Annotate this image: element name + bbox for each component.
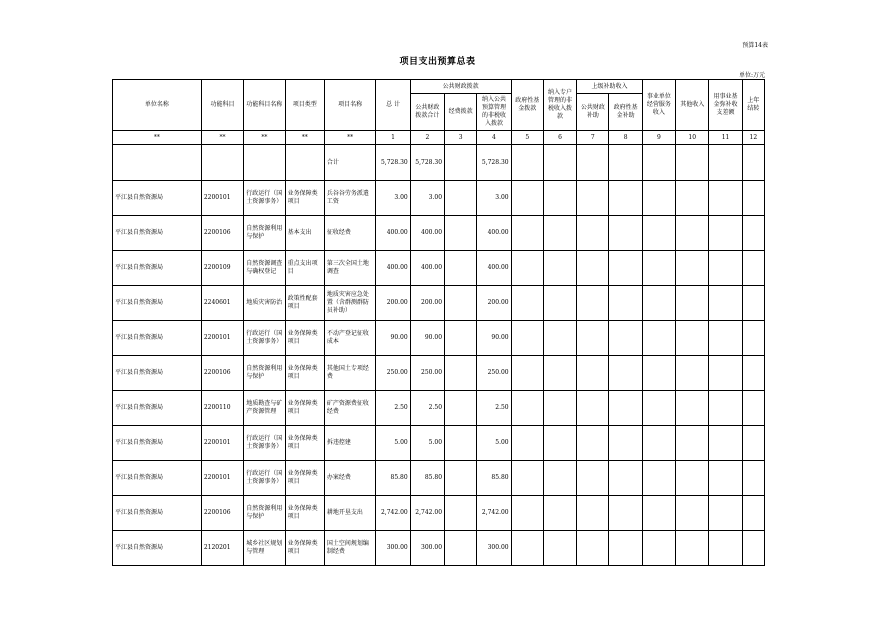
row-special-account [543,181,576,216]
row-fund-balance [709,251,742,286]
index-cell: ** [324,131,375,145]
row-pf-subtotal: 200.00 [410,286,444,321]
row-hs-public [577,286,609,321]
row-func-code: 2240601 [201,286,243,321]
row-total: 250.00 [376,356,410,391]
row-project-type: 业务保障类项目 [285,391,324,426]
row-pf-funding [445,496,477,531]
row-hs-public [577,461,609,496]
row-special-account [543,286,576,321]
col-higher-subsidy: 上级补助收入 [577,80,643,94]
row-total: 300.00 [376,531,410,566]
row-project-name: 其他国土专项经费 [324,356,375,391]
col-other-income: 其他收入 [676,80,709,131]
row-other-income [676,216,709,251]
row-project-name: 兵谷谷劳务派遣工资 [324,181,375,216]
row-carryover [742,286,764,321]
row-project-name: 地质灾害应急处置（含群测群防员补助） [324,286,375,321]
row-special-account [543,531,576,566]
row-business-income [642,181,675,216]
row-carryover [742,426,764,461]
table-row [113,181,765,216]
row-pf-subtotal: 90.00 [410,321,444,356]
row-hs-gov-fund [609,181,642,216]
row-other-income [676,356,709,391]
row-project-type: 业务保障类项目 [285,461,324,496]
row-func-name: 自然资源利用与保护 [244,216,285,251]
row-hs-public [577,496,609,531]
row-pf-funding [445,321,477,356]
total-row [113,145,765,181]
row-carryover [742,531,764,566]
row-other-income [676,531,709,566]
row-func-code: 2200101 [201,461,243,496]
row-carryover [742,321,764,356]
row-project-type: 基本支出 [285,216,324,251]
row-other-income [676,426,709,461]
row-business-income [642,531,675,566]
col-project-type: 项目类型 [285,80,324,131]
row-carryover [742,216,764,251]
row-pf-subtotal: 250.00 [410,356,444,391]
index-cell: ** [113,131,202,145]
row-business-income [642,461,675,496]
row-gov-fund [511,321,543,356]
row-project-type: 业务保障类项目 [285,496,324,531]
row-unit-name: 平江县自然资源局 [113,181,202,216]
row-project-type: 业务保障类项目 [285,426,324,461]
row-project-type: 重点支出项目 [285,251,324,286]
row-pf-funding [445,251,477,286]
total-amount: 5,728.30 [376,145,410,181]
row-pf-nontax: 400.00 [477,251,511,286]
row-pf-subtotal: 300.00 [410,531,444,566]
table-row [113,496,765,531]
row-project-name: 不动产登记征收成本 [324,321,375,356]
total-pf-subtotal: 5,728.30 [410,145,444,181]
row-total: 3.00 [376,181,410,216]
col-business-income: 事业单位经营服务收入 [642,80,675,131]
row-business-income [642,216,675,251]
index-cell: 8 [609,131,642,145]
row-gov-fund [511,356,543,391]
row-special-account [543,496,576,531]
row-total: 5.00 [376,426,410,461]
row-unit-name: 平江县自然资源局 [113,356,202,391]
index-cell: 5 [511,131,543,145]
row-gov-fund [511,426,543,461]
row-func-name: 自然资源利用与保护 [244,496,285,531]
table-row [113,461,765,496]
row-pf-funding [445,356,477,391]
row-other-income [676,391,709,426]
table-row [113,321,765,356]
row-project-name: 办案经费 [324,461,375,496]
row-gov-fund [511,496,543,531]
row-project-name: 国土空间规划编制经费 [324,531,375,566]
index-cell: 6 [543,131,576,145]
col-func-code: 功能科目 [201,80,243,131]
row-pf-subtotal: 400.00 [410,251,444,286]
row-carryover [742,356,764,391]
row-carryover [742,251,764,286]
row-hs-public [577,251,609,286]
row-func-code: 2200106 [201,496,243,531]
col-public-finance: 公共财政拨款 [410,80,511,94]
row-project-name: 矿产资源费征收经费 [324,391,375,426]
row-carryover [742,181,764,216]
row-hs-gov-fund [609,321,642,356]
row-business-income [642,496,675,531]
row-pf-nontax: 300.00 [477,531,511,566]
row-fund-balance [709,461,742,496]
row-pf-funding [445,426,477,461]
row-hs-gov-fund [609,461,642,496]
table-row [113,531,765,566]
row-project-type: 业务保障类项目 [285,531,324,566]
row-business-income [642,321,675,356]
row-project-type: 业务保障类项目 [285,181,324,216]
row-pf-nontax: 85.80 [477,461,511,496]
row-special-account [543,216,576,251]
index-cell: 1 [376,131,410,145]
index-cell: 2 [410,131,444,145]
row-func-code: 2200106 [201,216,243,251]
row-unit-name: 平江县自然资源局 [113,286,202,321]
row-unit-name: 平江县自然资源局 [113,531,202,566]
row-pf-funding [445,286,477,321]
col-unit-name: 单位名称 [113,80,202,131]
row-other-income [676,286,709,321]
index-cell: 10 [676,131,709,145]
row-hs-public [577,426,609,461]
table-row [113,391,765,426]
row-hs-gov-fund [609,251,642,286]
col-pf-nontax: 纳入公共预算管理的非税收入拨款 [477,94,511,131]
row-pf-funding [445,391,477,426]
row-pf-subtotal: 2.50 [410,391,444,426]
row-pf-subtotal: 5.00 [410,426,444,461]
row-pf-funding [445,181,477,216]
row-pf-nontax: 2,742.00 [477,496,511,531]
col-hs-public: 公共财政补助 [577,94,609,131]
table-row [113,251,765,286]
col-func-name: 功能科目名称 [244,80,285,131]
row-hs-public [577,356,609,391]
row-total: 2.50 [376,391,410,426]
row-func-name: 地质灾害防治 [244,286,285,321]
row-gov-fund [511,391,543,426]
row-business-income [642,251,675,286]
row-fund-balance [709,426,742,461]
row-carryover [742,391,764,426]
unit-label: 单位:万元 [738,72,765,79]
row-fund-balance [709,286,742,321]
row-unit-name: 平江县自然资源局 [113,321,202,356]
row-pf-funding [445,216,477,251]
row-hs-public [577,391,609,426]
row-hs-gov-fund [609,531,642,566]
row-pf-subtotal: 2,742.00 [410,496,444,531]
row-func-code: 2200101 [201,321,243,356]
row-func-code: 2200101 [201,426,243,461]
row-pf-funding [445,531,477,566]
row-hs-public [577,531,609,566]
row-special-account [543,426,576,461]
index-row [113,131,765,145]
table-row [113,286,765,321]
col-carryover: 上年结转 [742,80,764,131]
row-pf-nontax: 400.00 [477,216,511,251]
row-unit-name: 平江县自然资源局 [113,461,202,496]
row-business-income [642,391,675,426]
row-hs-gov-fund [609,426,642,461]
row-total: 400.00 [376,216,410,251]
row-func-name: 地质勘查与矿产资源管理 [244,391,285,426]
row-total: 90.00 [376,321,410,356]
row-business-income [642,286,675,321]
row-project-type: 业务保障类项目 [285,321,324,356]
row-hs-gov-fund [609,391,642,426]
row-hs-public [577,216,609,251]
row-pf-subtotal: 3.00 [410,181,444,216]
row-other-income [676,461,709,496]
row-func-name: 行政运行（国土资源事务） [244,321,285,356]
row-pf-funding [445,461,477,496]
row-unit-name: 平江县自然资源局 [113,496,202,531]
row-carryover [742,461,764,496]
col-pf-subtotal: 公共财政拨款合计 [410,94,444,131]
col-gov-fund: 政府性基金拨款 [511,80,543,131]
row-fund-balance [709,496,742,531]
row-hs-public [577,181,609,216]
row-carryover [742,496,764,531]
row-gov-fund [511,181,543,216]
row-project-name: 第三次全国土地调查 [324,251,375,286]
col-pf-funding: 经费拨款 [445,94,477,131]
row-total: 2,742.00 [376,496,410,531]
row-func-code: 2120201 [201,531,243,566]
row-gov-fund [511,531,543,566]
row-business-income [642,356,675,391]
row-fund-balance [709,181,742,216]
index-cell: ** [244,131,285,145]
index-cell: 11 [709,131,742,145]
row-total: 400.00 [376,251,410,286]
col-special-account: 纳入专户管理的非税收入拨款 [543,80,576,131]
row-other-income [676,181,709,216]
row-project-type: 政策性配套项目 [285,286,324,321]
row-total: 85.80 [376,461,410,496]
row-pf-nontax: 3.00 [477,181,511,216]
row-other-income [676,251,709,286]
total-pf-nontax: 5,728.30 [477,145,511,181]
row-hs-gov-fund [609,496,642,531]
index-cell: 9 [642,131,675,145]
col-total: 总 计 [376,80,410,131]
row-project-name: 征收经费 [324,216,375,251]
row-other-income [676,496,709,531]
table-row [113,216,765,251]
row-special-account [543,251,576,286]
row-unit-name: 平江县自然资源局 [113,216,202,251]
row-pf-nontax: 90.00 [477,321,511,356]
row-gov-fund [511,216,543,251]
header-row-1 [113,80,765,94]
row-func-name: 行政运行（国土资源事务） [244,426,285,461]
row-pf-subtotal: 400.00 [410,216,444,251]
index-cell: 7 [577,131,609,145]
row-hs-public [577,321,609,356]
row-func-name: 城乡社区规划与管理 [244,531,285,566]
table-row [113,426,765,461]
row-special-account [543,321,576,356]
row-func-code: 2200106 [201,356,243,391]
row-gov-fund [511,286,543,321]
row-func-name: 行政运行（国土资源事务） [244,181,285,216]
row-unit-name: 平江县自然资源局 [113,391,202,426]
row-other-income [676,321,709,356]
row-fund-balance [709,321,742,356]
row-func-name: 自然资源利用与保护 [244,356,285,391]
row-project-name: 耕地开垦支出 [324,496,375,531]
col-hs-gov-fund: 政府性基金补助 [609,94,642,131]
row-func-code: 2200101 [201,181,243,216]
index-cell: 3 [445,131,477,145]
index-cell: 12 [742,131,764,145]
row-project-name: 拆违控建 [324,426,375,461]
budget-table [112,79,765,566]
row-hs-gov-fund [609,286,642,321]
row-fund-balance [709,391,742,426]
table-row [113,356,765,391]
row-pf-nontax: 2.50 [477,391,511,426]
row-unit-name: 平江县自然资源局 [113,251,202,286]
row-special-account [543,356,576,391]
row-func-code: 2200109 [201,251,243,286]
row-fund-balance [709,531,742,566]
row-hs-gov-fund [609,356,642,391]
index-cell: ** [285,131,324,145]
row-func-name: 自然资源调查与确权登记 [244,251,285,286]
index-cell: 4 [477,131,511,145]
col-project-name: 项目名称 [324,80,375,131]
row-hs-gov-fund [609,216,642,251]
row-pf-nontax: 200.00 [477,286,511,321]
row-business-income [642,426,675,461]
row-func-name: 行政运行（国土资源事务） [244,461,285,496]
col-fund-balance: 用事业基金弥补收支差额 [709,80,742,131]
page-title: 项目支出预算总表 [399,57,476,67]
row-unit-name: 平江县自然资源局 [113,426,202,461]
row-pf-nontax: 250.00 [477,356,511,391]
row-gov-fund [511,251,543,286]
row-func-code: 2200110 [201,391,243,426]
row-total: 200.00 [376,286,410,321]
row-fund-balance [709,356,742,391]
total-label: 合计 [324,145,375,181]
row-fund-balance [709,216,742,251]
index-cell: ** [201,131,243,145]
row-gov-fund [511,461,543,496]
form-number: 预算14表 [742,42,768,49]
row-pf-subtotal: 85.80 [410,461,444,496]
row-special-account [543,461,576,496]
row-special-account [543,391,576,426]
row-pf-nontax: 5.00 [477,426,511,461]
row-project-type: 业务保障类项目 [285,356,324,391]
